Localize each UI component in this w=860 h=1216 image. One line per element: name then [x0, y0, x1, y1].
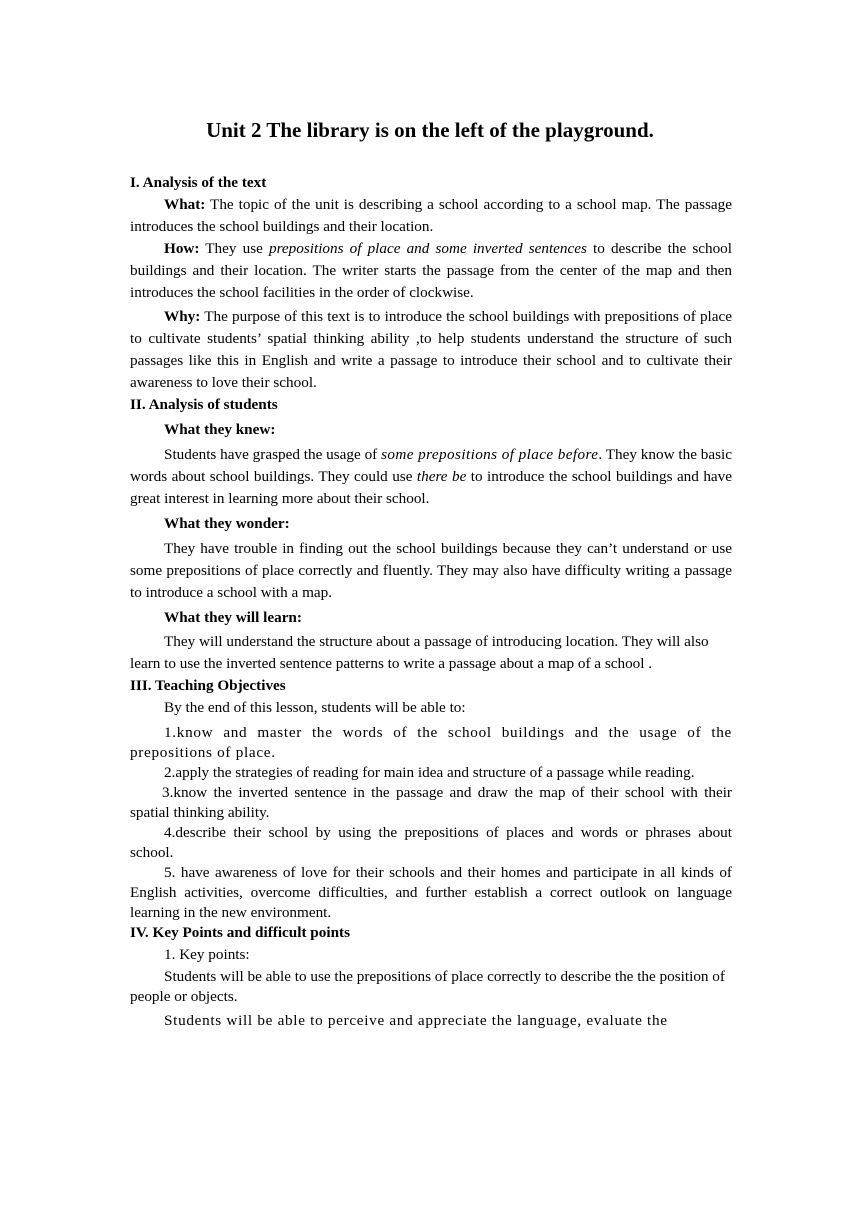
section-heading-teaching-objectives: III. Teaching Objectives [130, 677, 286, 694]
text-knew-2: . They know the basic words about school buildings. They could use [130, 446, 732, 485]
section-heading-analysis-of-text: I. Analysis of the text [130, 174, 267, 191]
subheading-what-they-will-learn: What they will learn: [164, 609, 302, 626]
objective-item-2: 2.apply the strategies of reading for main idea and structure of a passage while reading. [164, 764, 695, 781]
paragraph-why [130, 306, 732, 394]
subheading-what-they-wonder: What they wonder: [164, 515, 290, 532]
text-how-2: to describe the school buildings and their location. The writer starts the passage from the center of the map and then introduces the school facilities in the order of clockwise. [130, 240, 732, 301]
section-heading-key-points: IV. Key Points and difficult points [130, 924, 350, 941]
text-what: The topic of the unit is describing a school according to a school map. The passage introduces the school buildings and their location. [130, 196, 732, 235]
subheading-what-they-knew: What they knew: [164, 421, 276, 438]
text-knew-italic-1: some prepositions of place before [381, 446, 599, 463]
paragraph-what [130, 194, 732, 238]
document-body [130, 172, 732, 1032]
text-knew-italic-2: there be [416, 468, 467, 485]
objectives-intro: By the end of this lesson, students will be able to: [164, 699, 466, 716]
key-points-text-2: Students will be able to perceive and appreciate the language, evaluate the [164, 1012, 668, 1029]
text-knew-1: Students have grasped the usage of [164, 446, 382, 463]
objective-item-5: 5. have awareness of love for their schools and their homes and participate in all kinds of English activities, overcome difficulties, and further establish a correct outlook on language learning in the new environment. [130, 864, 732, 921]
section-heading-analysis-of-students: II. Analysis of students [130, 396, 278, 413]
text-why: The purpose of this text is to introduce the school buildings with prepositions of place to cultivate students’ spatial thinking ability ,to help students understand the structure of such passages like this in English and write a passage to introduce their school and to cultivate their awareness to love their school. [130, 308, 732, 391]
objective-item-1: 1.know and master the words of the school buildings and the usage of the prepositions of place. [130, 724, 732, 761]
label-why: Why: [164, 308, 201, 325]
page-title: Unit 2 The library is on the left of the playground. [206, 118, 654, 142]
paragraph-learn: They will understand the structure about a passage of introducing location. They will also learn to use the inverted sentence patterns to write a passage about a map of a school . [130, 633, 709, 672]
label-what: What: [164, 196, 206, 213]
key-points-label: 1. Key points: [164, 946, 250, 963]
label-how: How: [164, 240, 200, 257]
text-knew-3: to introduce the school buildings and have great interest in learning more about their school. [130, 468, 732, 507]
text-how-italic: prepositions of place and some inverted sentences [268, 240, 587, 257]
objective-item-4: 4.describe their school by using the prepositions of places and words or phrases about school. [130, 824, 732, 861]
paragraph-how [130, 238, 732, 304]
paragraph-wonder: They have trouble in finding out the school buildings because they can’t understand or use some prepositions of place correctly and fluently. They may also have difficulty writing a passage to introduce a school with a map. [130, 540, 732, 601]
paragraph-knew [130, 444, 732, 510]
text-how-1: They use [199, 240, 269, 257]
key-points-text-1: Students will be able to use the prepositions of place correctly to describe the the position of people or objects. [130, 968, 725, 1005]
objective-item-3: 3.know the inverted sentence in the passage and draw the map of their school with their spatial thinking ability. [130, 784, 732, 821]
